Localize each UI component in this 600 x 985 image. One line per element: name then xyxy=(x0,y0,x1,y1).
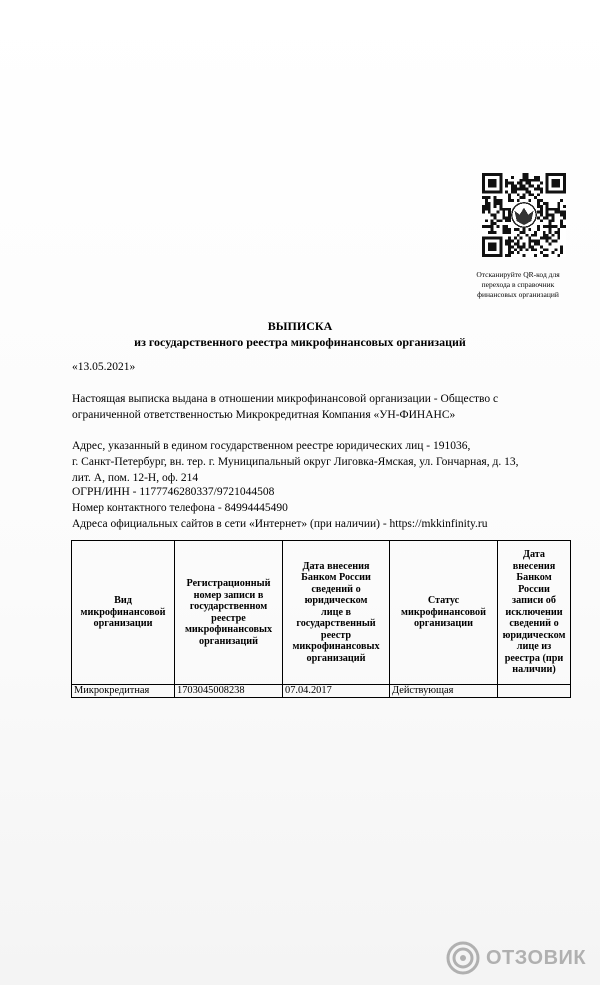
intro-paragraph xyxy=(72,391,572,423)
qr-caption xyxy=(466,270,570,300)
address-line: лит. А, пом. 12-Н, оф. 214 xyxy=(72,472,199,484)
qr-caption-line: перехода в справочник xyxy=(481,280,555,289)
intro-line: Настоящая выписка выдана в отношении микрофинансовой организации - Общество с xyxy=(72,393,499,405)
qr-code xyxy=(482,173,566,257)
header-exclusion-date: Дата внесения Банком России записи об исключении сведений о юридическом лице из реестра (при наличии) xyxy=(498,541,571,685)
document-subtitle: из государственного реестра микрофинансовых организаций xyxy=(134,335,466,349)
contact-phone: Номер контактного телефона - 84994445490 xyxy=(72,502,288,514)
qr-caption-line: Отсканируйте QR-код для xyxy=(476,270,560,279)
cell-inclusion-date: 07.04.2017 xyxy=(283,685,390,698)
header-registration-number: Регистрационный номер записи в государственном реестре микрофинансовых организаций xyxy=(175,541,283,685)
header-inclusion-date: Дата внесения Банком России сведений о юридическом лице в государственный реестр микрофинансовых организаций xyxy=(283,541,390,685)
table-row xyxy=(72,685,571,698)
qr-caption-line: финансовых организаций xyxy=(477,290,559,299)
watermark-text: ОТЗОВИК xyxy=(486,946,587,969)
cell-org-type: Микрокредитная xyxy=(72,685,175,698)
document-title: ВЫПИСКА xyxy=(267,319,333,333)
address-line: г. Санкт-Петербург, вн. тер. г. Муниципальный округ Лиговка-Ямская, ул. Гончарная, д. 13, xyxy=(72,456,519,468)
address-paragraph xyxy=(72,438,572,486)
header-org-type: Вид микрофинансовой организации xyxy=(72,541,175,685)
cell-exclusion-date xyxy=(498,685,571,698)
official-websites: Адреса официальных сайтов в сети «Интернет» (при наличии) - https://mkkinfinity.ru xyxy=(72,518,488,530)
document-date: «13.05.2021» xyxy=(72,361,136,373)
cell-registration-number: 1703045008238 xyxy=(175,685,283,698)
address-line: Адрес, указанный в едином государственном реестре юридических лиц - 191036, xyxy=(72,440,471,452)
ogrn-inn: ОГРН/ИНН - 1177746280337/9721044508 xyxy=(72,486,275,498)
registry-table xyxy=(71,540,571,698)
header-status: Статус микрофинансовой организации xyxy=(390,541,498,685)
details-paragraph xyxy=(72,484,572,532)
otzovik-watermark xyxy=(446,938,596,978)
intro-line: ограниченной ответственностью Микрокредитная Компания «УН-ФИНАНС» xyxy=(72,409,456,421)
table-header-row xyxy=(72,541,571,685)
otzovik-logo-icon xyxy=(446,941,480,975)
cell-status: Действующая xyxy=(390,685,498,698)
